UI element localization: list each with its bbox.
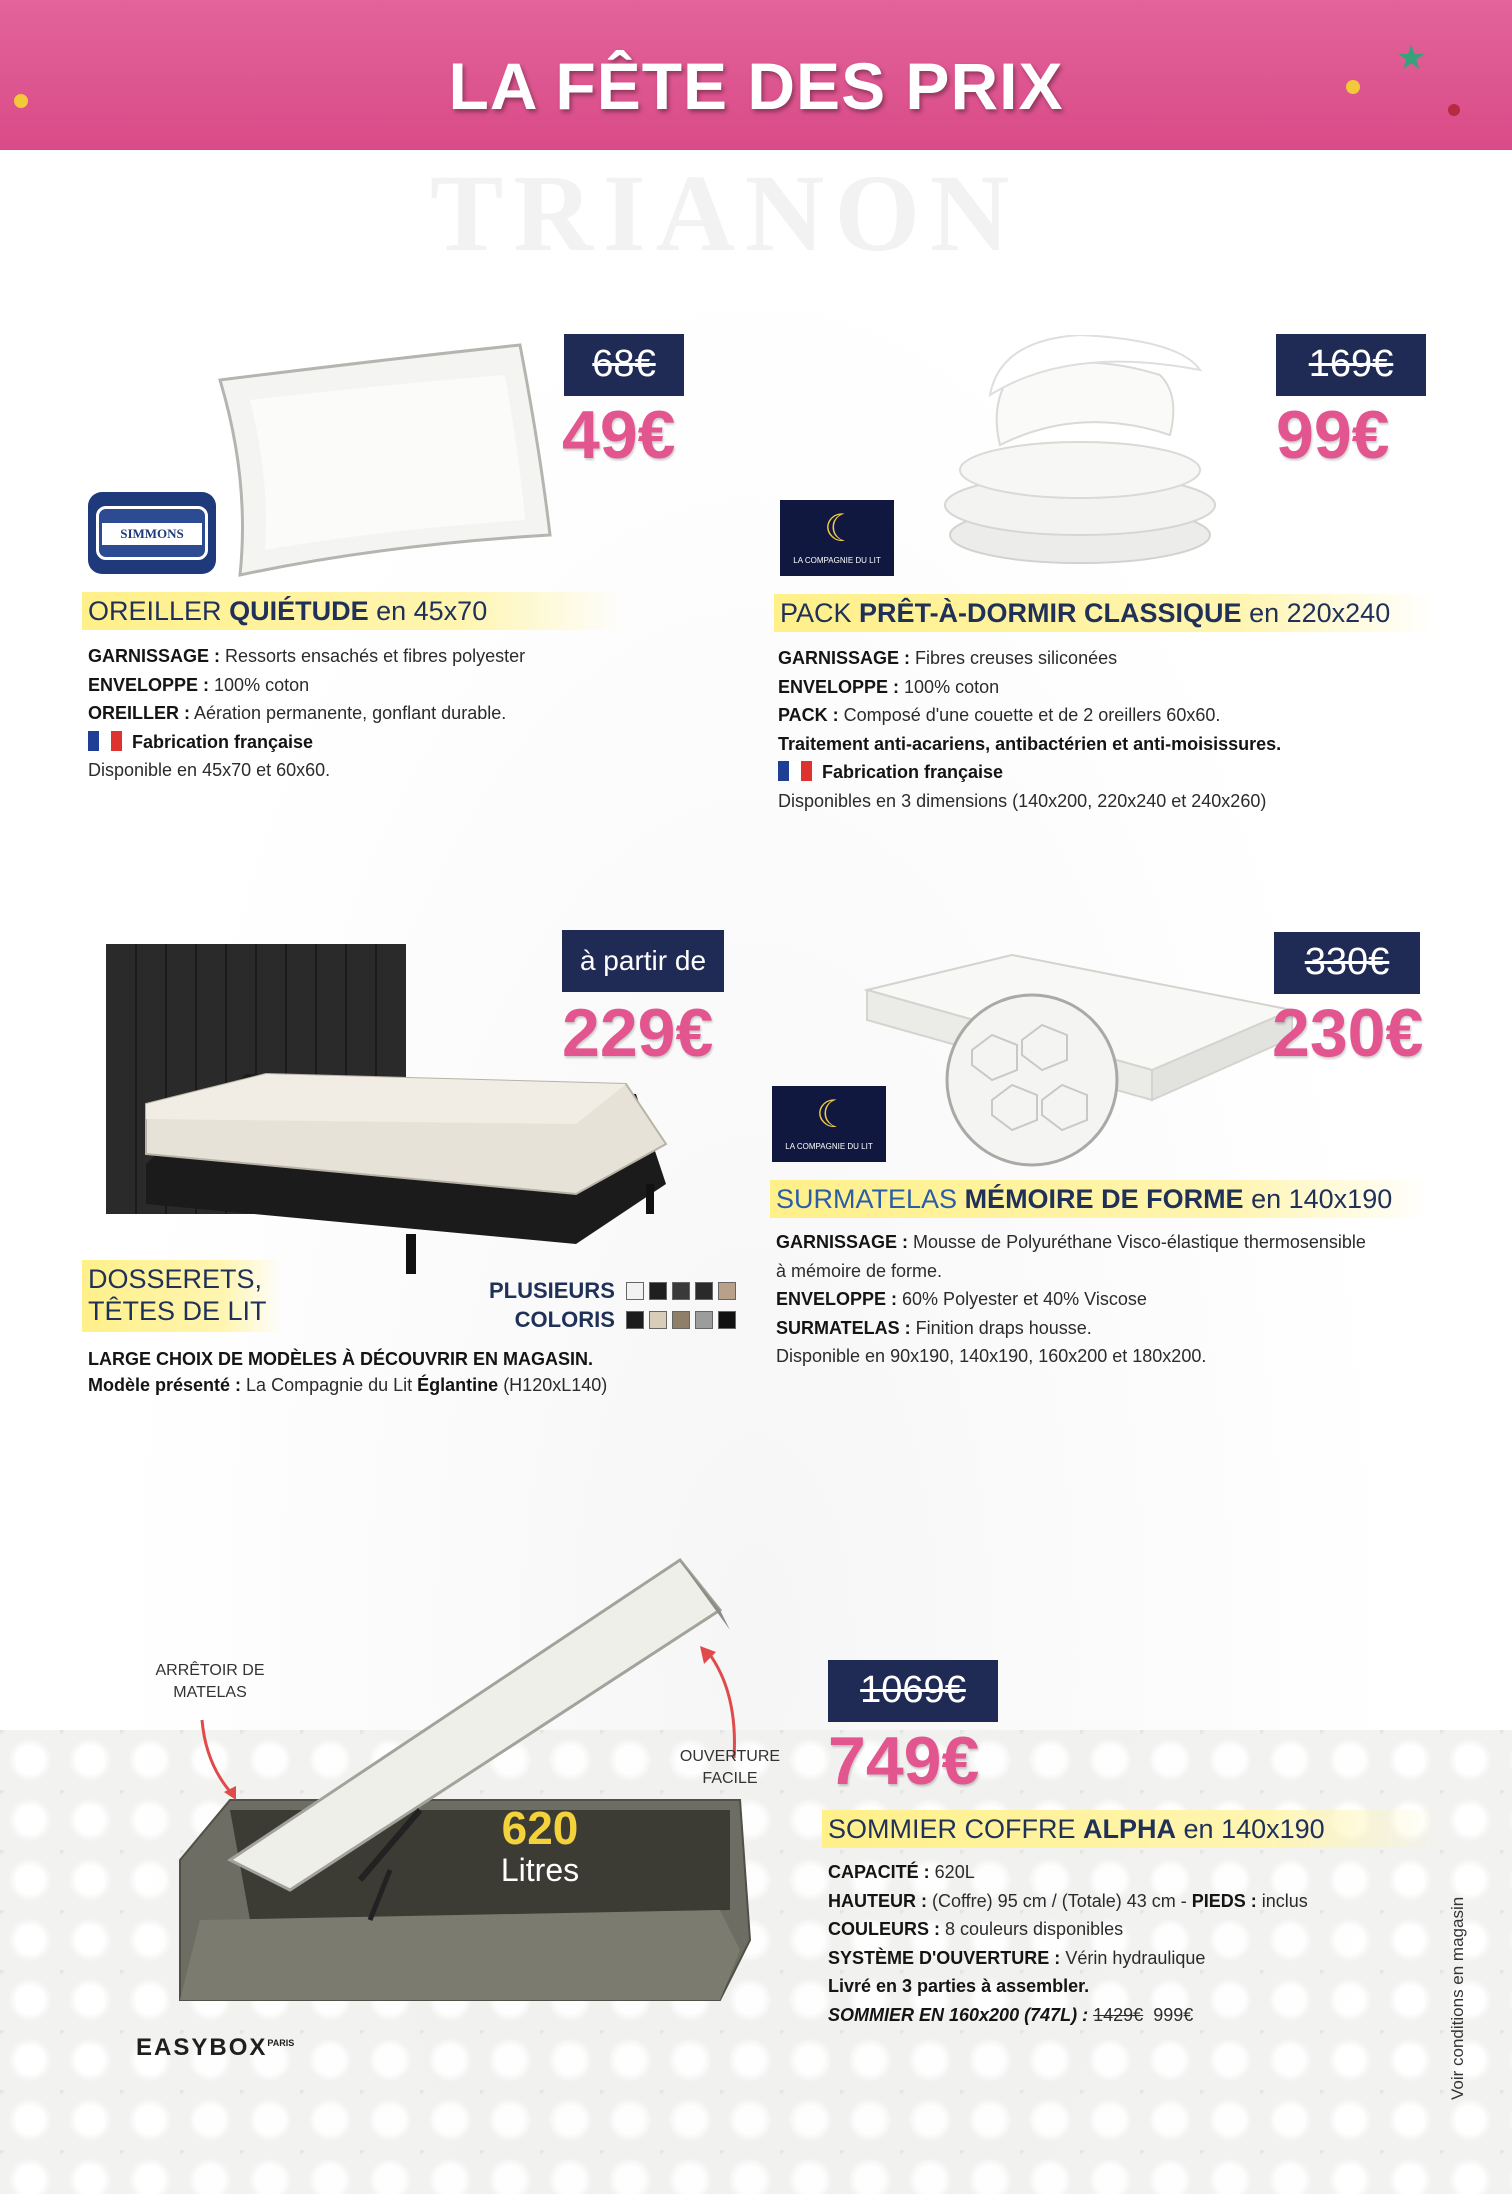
capacity-badge — [470, 1804, 610, 1888]
conditions-note: Voir conditions en magasin — [1448, 1896, 1467, 2100]
product-title: OREILLER QUIÉTUDE en 45x70 — [82, 592, 622, 630]
delivery-text: Livré en 3 parties à assembler. — [828, 1976, 1090, 1996]
old-price: 68€ — [564, 334, 684, 396]
spec-row: PACK : Composé d'une couette et de 2 oreillers 60x60. — [778, 705, 1221, 725]
colour-swatch — [649, 1311, 667, 1329]
treatment-text: Traitement anti-acariens, antibactérien et anti-moisissures. — [778, 733, 1282, 754]
spec-row: GARNISSAGE : Ressorts ensachés et fibres polyester — [88, 646, 526, 666]
spec-row: ENVELOPPE : 100% coton — [778, 676, 1000, 697]
new-price: 99€ — [1276, 397, 1390, 473]
moon-icon: ☾ — [824, 508, 859, 550]
duvet-pack-image — [930, 335, 1230, 575]
product-title: DOSSERETS, TÊTES DE LIT — [82, 1260, 282, 1332]
product-description — [778, 644, 1281, 815]
spec-row: SURMATELAS : Finition draps housse. — [776, 1317, 1092, 1338]
availability-text: Disponible en 90x190, 140x190, 160x200 et 180x200. — [776, 1346, 1207, 1366]
variant-price-row: SOMMIER EN 160x200 (747L) : 1429€ 999€ — [828, 2004, 1194, 2025]
colour-swatch — [718, 1311, 736, 1329]
old-price: 1069€ — [828, 1660, 998, 1722]
moon-icon: ☾ — [816, 1094, 851, 1136]
page-title: LA FÊTE DES PRIX — [448, 49, 1064, 123]
colour-swatch — [649, 1282, 667, 1300]
availability-text: Disponibles en 3 dimensions (140x200, 220x240 et 240x260) — [778, 790, 1267, 811]
product-title: SURMATELAS MÉMOIRE DE FORME en 140x190 — [770, 1180, 1430, 1218]
colour-swatch — [672, 1282, 690, 1300]
old-price: 169€ — [1276, 334, 1426, 396]
spec-row: SYSTÈME D'OUVERTURE : Vérin hydraulique — [828, 1947, 1206, 1968]
product-description — [828, 1858, 1308, 2029]
new-price: 229€ — [562, 995, 714, 1071]
colour-swatch — [626, 1311, 644, 1329]
choice-text: LARGE CHOIX DE MODÈLES À DÉCOUVRIR EN MAGASIN. — [88, 1349, 594, 1369]
spec-row-continuation: à mémoire de forme. — [776, 1260, 943, 1281]
simmons-logo: SIMMONS — [88, 492, 216, 574]
callout-label: OUVERTURE FACILE — [679, 1748, 781, 1787]
spec-row: OREILLER : Aération permanente, gonflant durable. — [88, 703, 507, 723]
spec-row: CAPACITÉ : 620L — [828, 1862, 975, 1882]
yellow-dot-decoration — [14, 94, 28, 108]
new-price: 49€ — [562, 397, 676, 473]
capacity-number: 620 — [501, 1802, 579, 1854]
colour-options: PLUSIEURS COLORIS — [476, 1276, 736, 1334]
star-decoration-icon: ★ — [1396, 39, 1427, 77]
french-flag-icon — [778, 761, 812, 781]
red-dot-decoration — [1448, 104, 1460, 116]
new-price: 230€ — [1272, 995, 1424, 1071]
new-price: 749€ — [828, 1723, 980, 1799]
model-text: Modèle présenté : La Compagnie du Lit Églantine (H120xL140) — [88, 1375, 608, 1395]
capacity-unit: Litres — [500, 1852, 580, 1888]
product-description — [88, 642, 525, 785]
french-flag-icon — [88, 731, 122, 751]
product-description — [88, 1346, 607, 1398]
product-title: PACK PRÊT-À-DORMIR CLASSIQUE en 220x240 — [774, 594, 1434, 632]
arrow-icon — [196, 1716, 246, 1806]
fabrication-row: Fabrication française — [778, 758, 1281, 787]
spec-row: GARNISSAGE : Mousse de Polyuréthane Visco-élastique thermosensible — [776, 1232, 1366, 1252]
colour-swatch — [695, 1311, 713, 1329]
fabrication-row: Fabrication française — [88, 728, 525, 757]
compagnie-du-lit-logo: ☾ LA COMPAGNIE DU LIT — [772, 1086, 886, 1162]
colour-swatch — [718, 1282, 736, 1300]
arrow-icon — [694, 1642, 744, 1762]
from-price-label: à partir de — [562, 930, 724, 992]
product-description — [776, 1228, 1366, 1371]
watermark: TRIANON — [430, 152, 1020, 274]
old-price: 330€ — [1274, 932, 1420, 994]
spec-row: COULEURS : 8 couleurs disponibles — [828, 1919, 1124, 1939]
colour-swatch — [695, 1282, 713, 1300]
pillow-image — [210, 340, 560, 580]
compagnie-du-lit-logo: ☾ LA COMPAGNIE DU LIT — [780, 500, 894, 576]
header-banner — [0, 0, 1512, 150]
callout-label: ARRÊTOIR DE MATELAS — [155, 1662, 265, 1701]
yellow-dot-decoration — [1346, 80, 1360, 94]
spec-row: ENVELOPPE : 60% Polyester et 40% Viscose — [776, 1289, 1147, 1309]
mattress-topper-image — [862, 950, 1302, 1180]
spec-row: HAUTEUR : (Coffre) 95 cm / (Totale) 43 cm - PIEDS : inclus — [828, 1890, 1308, 1911]
spec-row: GARNISSAGE : Fibres creuses siliconées — [778, 648, 1118, 668]
easybox-logo: $EASYBOX^{PARIS}$ — [136, 2034, 295, 2061]
colour-swatch — [626, 1282, 644, 1300]
spec-row: ENVELOPPE : 100% coton — [88, 674, 310, 695]
colour-swatch — [672, 1311, 690, 1329]
availability-text: Disponible en 45x70 et 60x60. — [88, 760, 331, 780]
product-title: SOMMIER COFFRE ALPHA en 140x190 — [822, 1810, 1442, 1848]
